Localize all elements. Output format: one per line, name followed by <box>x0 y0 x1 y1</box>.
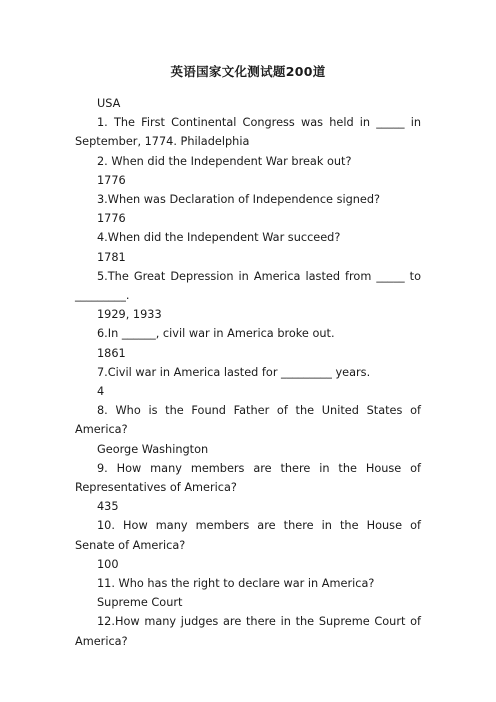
question-line: 2. When did the Independent War break out? <box>97 154 352 168</box>
answer-line: 1929, 1933 <box>97 308 162 322</box>
section-heading: USA <box>97 97 121 110</box>
question-line: 12.How many judges are there in the Supreme Court of America? <box>75 615 421 648</box>
question-line: 3.When was Declaration of Independence signed? <box>97 193 381 207</box>
question-line: 9. How many members are there in the House of Representatives of America? <box>75 461 421 495</box>
question-line: 7.Civil war in America lasted for _________ years. <box>97 365 371 379</box>
answer-line: 1776 <box>97 173 126 187</box>
answer-line: Supreme Court <box>97 596 183 610</box>
question-line: 5.The Great Depression in America lasted from _____ to _________. <box>75 269 421 303</box>
answer-line: 1776 <box>97 212 126 226</box>
question-line: 11. Who has the right to declare war in America? <box>97 577 375 591</box>
answer-line: 4 <box>97 385 105 399</box>
question-line: 1. The First Continental Congress was held in _____ in September, 1774. Philadelphia <box>75 116 421 149</box>
question-line: 8. Who is the Found Father of the United States of America? <box>75 404 421 437</box>
question-line: 6.In ______, civil war in America broke out. <box>97 327 335 341</box>
answer-line: 100 <box>97 557 119 571</box>
document-title: 英语国家文化测试题200道 <box>170 64 326 79</box>
question-line: 10. How many members are there in the House of Senate of America? <box>75 519 421 552</box>
answer-line: 435 <box>97 500 119 514</box>
answer-line: George Washington <box>97 442 209 456</box>
question-line: 4.When did the Independent War succeed? <box>97 231 341 245</box>
answer-line: 1861 <box>97 346 126 360</box>
answer-line: 1781 <box>97 250 126 264</box>
document-body <box>75 94 421 651</box>
